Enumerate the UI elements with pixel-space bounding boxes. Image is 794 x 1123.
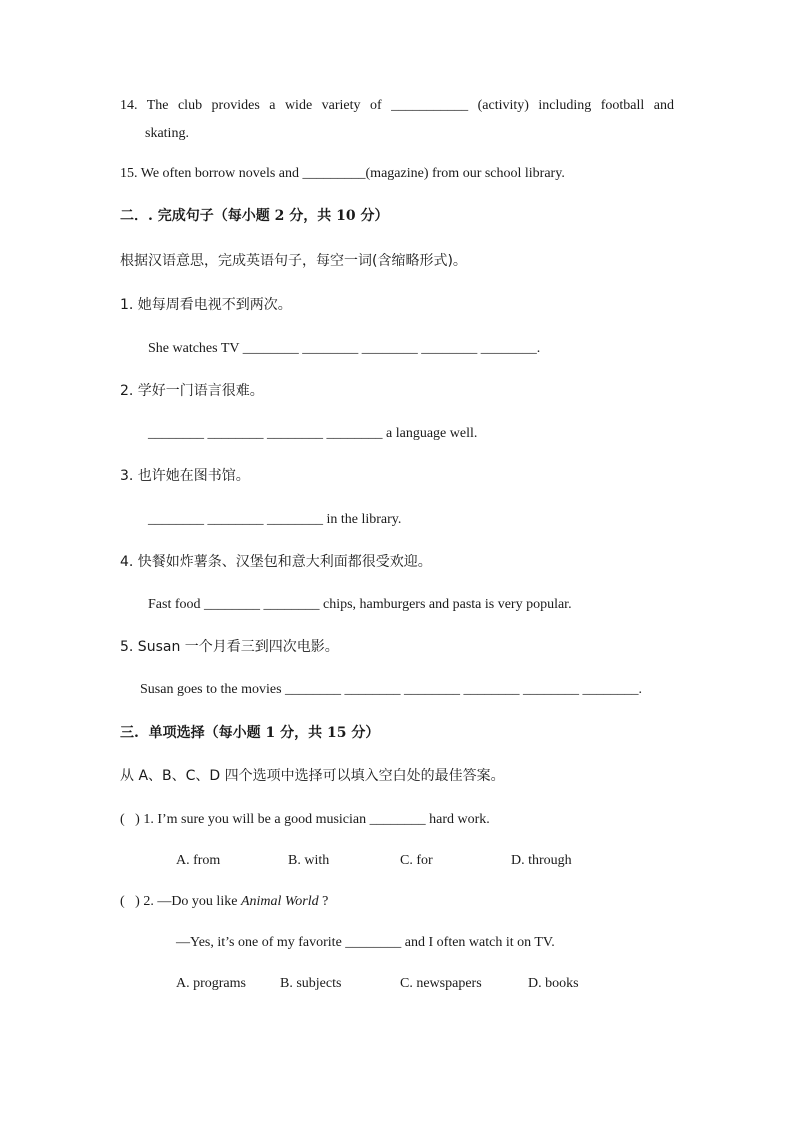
sentence-5-chinese: 5. Susan 一个月看三到四次电影。 [120, 639, 339, 655]
sentence-1-chinese: 1. 她每周看电视不到两次。 [120, 297, 292, 313]
section-3-instruction: 从 A、B、C、D 四个选项中选择可以填入空白处的最佳答案。 [120, 768, 505, 784]
mcq-1-option-a[interactable]: A. from [176, 853, 221, 868]
mcq-1-option-c[interactable]: C. for [400, 853, 433, 868]
mcq-2-stem-prefix: ( ) 2. —Do you like [120, 894, 241, 909]
mcq-2-option-a[interactable]: A. programs [176, 976, 246, 991]
mcq-1-stem: ( ) 1. I’m sure you will be a good musician ________ hard work. [120, 812, 490, 827]
section-3-heading: 三. 单项选择（每小题 1 分，共 15 分） [120, 725, 380, 741]
section-2-heading: 二．. 完成句子（每小题 2 分，共 10 分） [120, 208, 389, 224]
sentence-3-chinese: 3. 也许她在图书馆。 [120, 468, 250, 484]
mcq-2-option-b[interactable]: B. subjects [280, 976, 342, 991]
question-14-line-2: skating. [145, 126, 189, 141]
mcq-2-stem [120, 893, 328, 911]
sentence-2-english: ________ ________ ________ ________ a language well. [148, 426, 478, 441]
section-2-instruction: 根据汉语意思，完成英语句子，每空一词(含缩略形式)。 [120, 253, 467, 269]
question-15: 15. We often borrow novels and _________(magazine) from our school library. [120, 166, 565, 181]
question-14-line-1: 14. The club provides a wide variety of ___________ (activity) including football and [120, 98, 674, 113]
mcq-1-option-b[interactable]: B. with [288, 853, 330, 868]
mcq-2-option-c[interactable]: C. newspapers [400, 976, 482, 991]
mcq-1-option-d[interactable]: D. through [511, 853, 572, 868]
mcq-2-reply: —Yes, it’s one of my favorite ________ and I often watch it on TV. [176, 935, 555, 950]
mcq-2-program-title: Animal World [240, 894, 319, 909]
mcq-2-stem-suffix: ? [318, 894, 329, 909]
sentence-5-english: Susan goes to the movies ________ ________ ________ ________ ________ ________. [140, 682, 643, 697]
sentence-4-english: Fast food ________ ________ chips, hamburgers and pasta is very popular. [148, 597, 572, 612]
mcq-2-option-d[interactable]: D. books [528, 976, 579, 991]
sentence-3-english: ________ ________ ________ in the library. [148, 512, 402, 527]
sentence-2-chinese: 2. 学好一门语言很难。 [120, 383, 264, 399]
sentence-1-english: She watches TV ________ ________ ________ ________ ________. [148, 341, 541, 356]
sentence-4-chinese: 4. 快餐如炸薯条、汉堡包和意大利面都很受欢迎。 [120, 554, 432, 570]
